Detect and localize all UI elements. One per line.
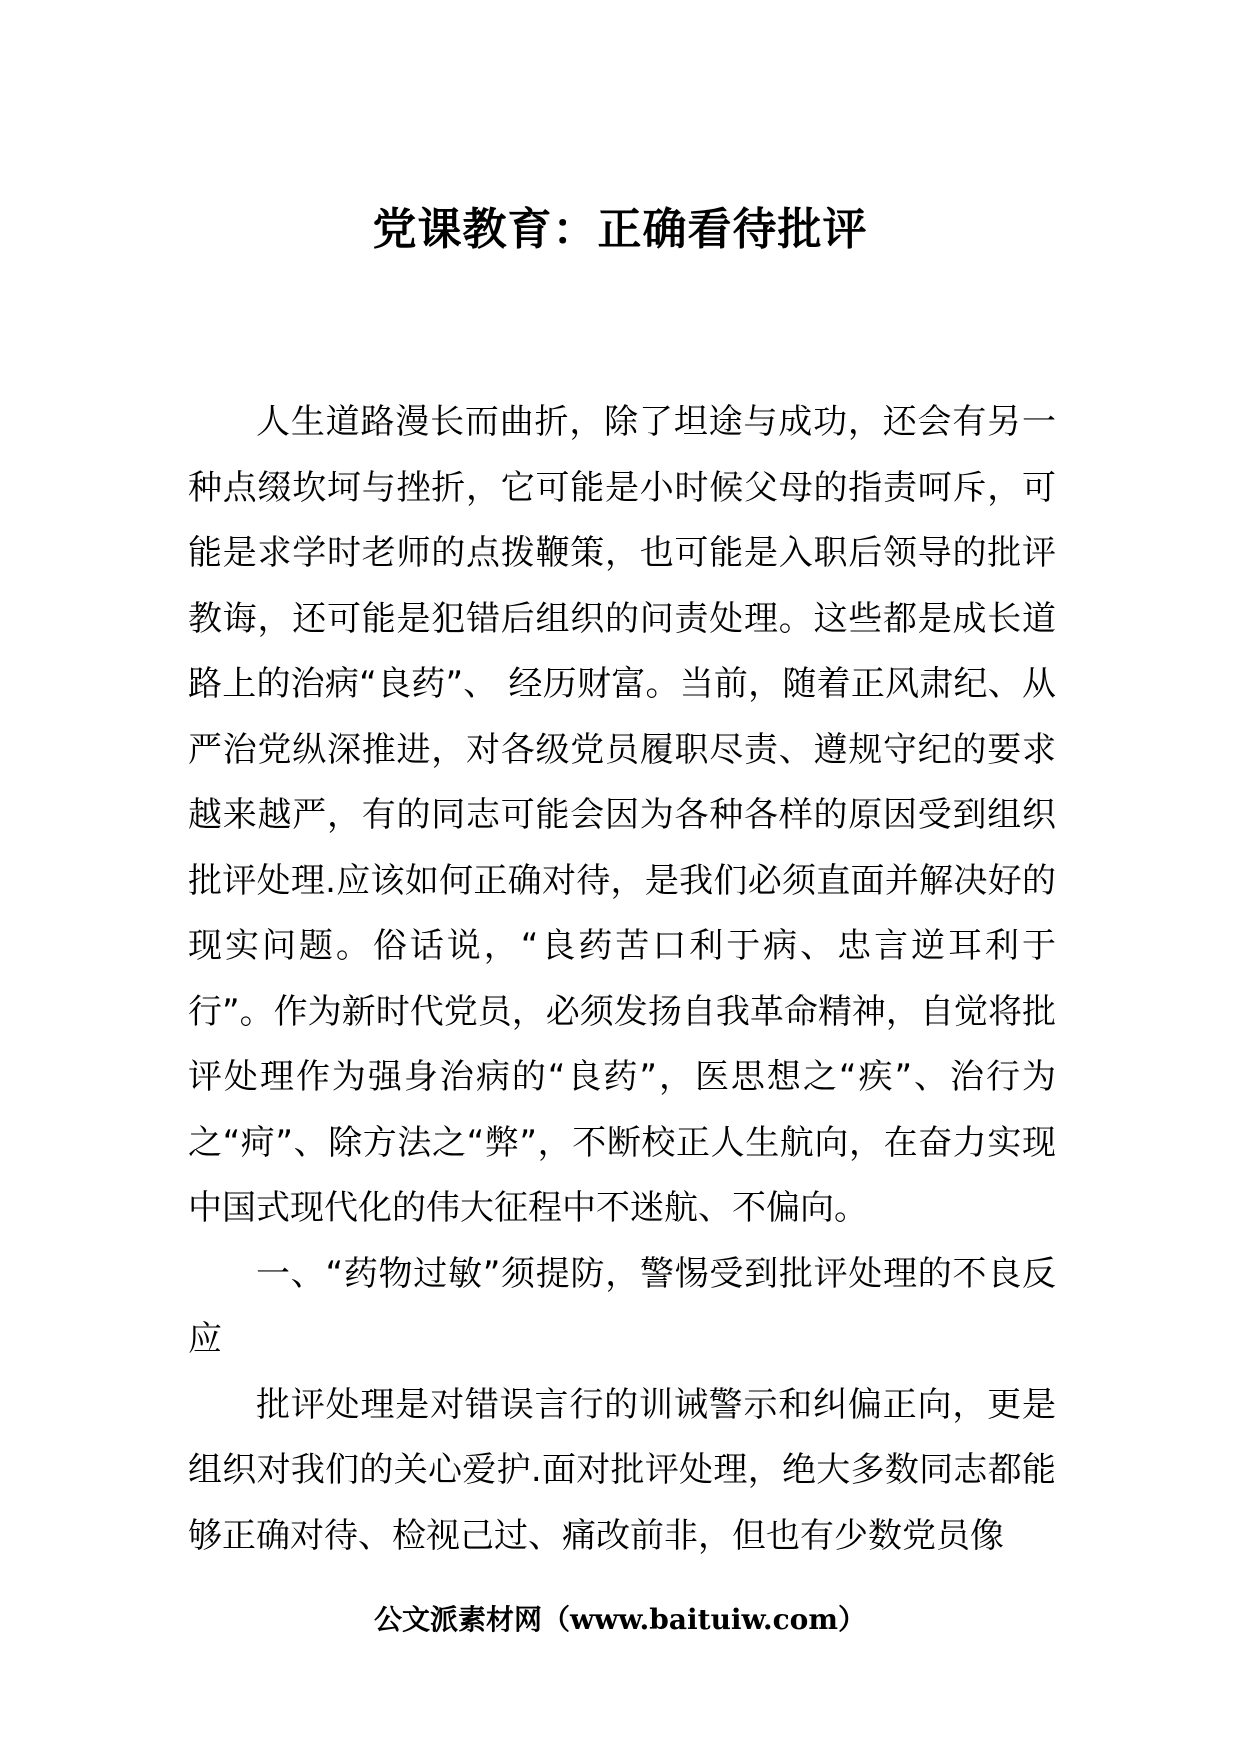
section-heading-1: 一、“药物过敏”须提防，警惕受到批评处理的不良反应 (188, 1253, 1056, 1359)
paragraph-section-1: 批评处理是对错误言行的训诫警示和纠偏正向，更是组织对我们的关心爱护.面对批评处理，绝大多数同志都能够正确对待、检视己过、痛改前非，但也有少数党员像 (188, 1384, 1056, 1556)
document-title: 党课教育：正确看待批评 (372, 204, 868, 255)
footer-source: 公文派素材网（www.baituiw.com） (374, 1603, 866, 1636)
paragraph-intro: 人生道路漫长而曲折，除了坦途与成功，还会有另一种点缀坎坷与挫折，它可能是小时候父母的指责呵斥，可能是求学时老师的点拨鞭策，也可能是入职后领导的批评教诲，还可能是犯错后组织的问责处理。这些都是成长道路上的治病“良药”、 经历财富。当前，随着正风肃纪、从严治党纵深推进，对各级党员履职尽责、遵规守纪的要求越来越严，有的同志可能会因为各种各样的原因受到组织批评处理.应该如何正确对待，是我们必须直面并解决好的现实问题。俗话说，“良药苦口利于病、忠言逆耳利于行”。作为新时代党员，必须发扬自我革命精神，自觉将批评处理作为强身治病的“良药”，医思想之“疾”、治行为之“疴”、除方法之“弊”，不断校正人生航向，在奋力实现中国式现代化的伟大征程中不迷航、不偏向。 (188, 402, 1056, 1228)
document-body (188, 390, 1056, 1569)
